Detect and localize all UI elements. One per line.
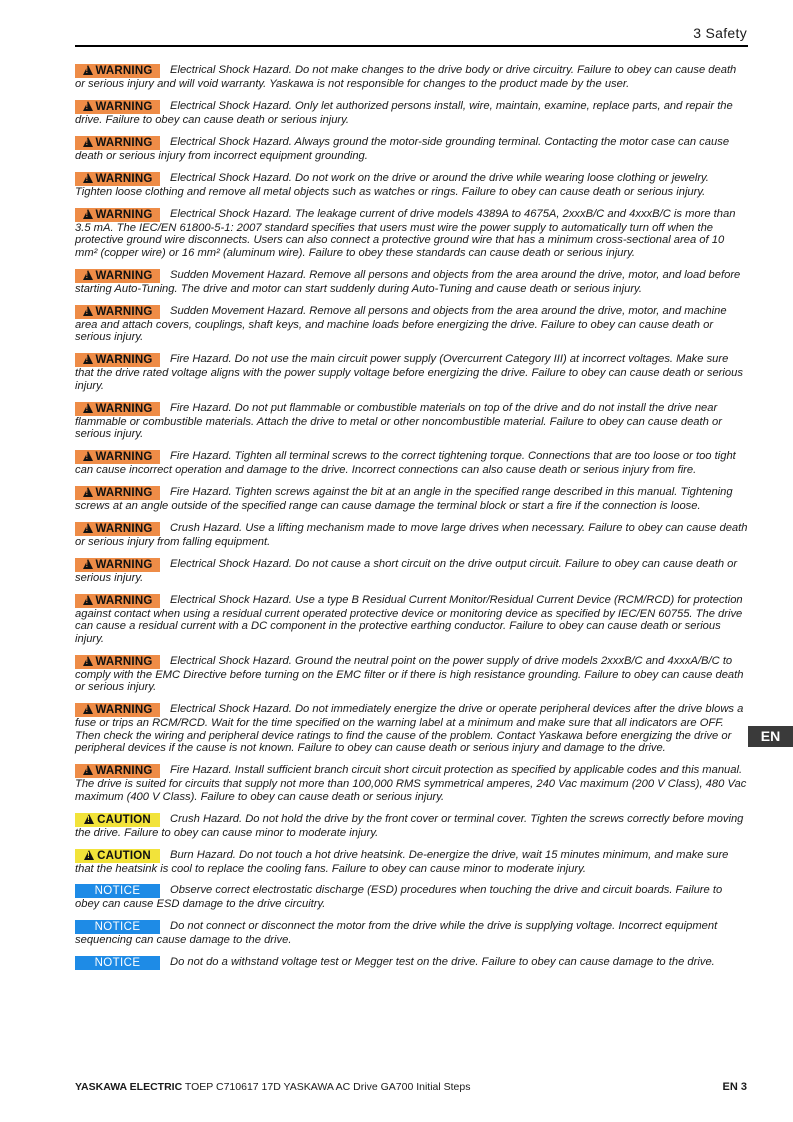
- warning-triangle-icon: [83, 101, 93, 111]
- notice-text: Fire Hazard. Do not use the main circuit power supply (Overcurrent Category III) at incorrect voltages. Make sure that the drive rated voltage aligns with the power supply voltage before energizing the drive. Failure to obey can cause death or serious injury.: [75, 353, 743, 392]
- warning-badge: [75, 305, 160, 319]
- notice-text: Fire Hazard. Tighten all terminal screws to the correct tightening torque. Connections that are too loose or too tight can cause incorrect operation and damage to the drive. Incorrect connections can also cause death or serious injury from fire.: [75, 449, 736, 476]
- notice-text: Electrical Shock Hazard. Do not immediately energize the drive or operate peripheral devices after the drive blows a fuse or trips an RCM/RCD. Wait for the time specified on the warning label at a minimum and make sure that all indicators are OFF. Then check the wiring and peripheral device ratings to find the cause of the problem. Contact Yaskawa before energizing the drive or peripheral devices if the cause is not known. Failure to obey can cause death or serious injury and damage to the drive.: [75, 703, 744, 755]
- warning-badge: [75, 558, 160, 572]
- notice-text: Electrical Shock Hazard. Always ground the motor-side grounding terminal. Contacting the motor case can cause death or serious injury from incorrect equipment grounding.: [75, 135, 730, 162]
- warning-notice: [75, 402, 748, 441]
- badge-label: WARNING: [95, 354, 153, 367]
- notice-text: Fire Hazard. Install sufficient branch circuit short circuit protection as specified by applicable codes and this manual. The drive is suited for circuits that supply not more than 100,000 RMS symmetrical amperes, 240 Vac maximum (200 V Class), 480 Vac maximum (400 V Class). Failure to obey can cause death or serious injury.: [75, 764, 747, 803]
- warning-notice: [75, 353, 748, 392]
- warning-triangle-icon: [83, 209, 93, 219]
- caution-triangle-icon: [84, 850, 94, 860]
- badge-label: WARNING: [95, 305, 153, 318]
- header-divider: [75, 45, 748, 47]
- badge-label: NOTICE: [94, 921, 141, 934]
- badge-label: WARNING: [95, 450, 153, 463]
- badge-label: WARNING: [95, 402, 153, 415]
- warning-notice: [75, 172, 748, 199]
- notice-text: Electrical Shock Hazard. Only let authorized persons install, wire, maintain, examine, replace parts, and repair the drive. Failure to obey can cause death or serious injury.: [75, 99, 733, 126]
- warning-notice: [75, 558, 748, 585]
- badge-label: WARNING: [95, 486, 153, 499]
- warning-triangle-icon: [83, 656, 93, 666]
- warning-badge: [75, 703, 160, 717]
- caution-notice: [75, 849, 748, 876]
- caution-badge: [75, 813, 160, 827]
- warning-badge: [75, 172, 160, 186]
- notice-text: Sudden Movement Hazard. Remove all persons and objects from the area around the drive, motor, and machine area and attach covers, couplings, shaft keys, and machine loads before energizing the drive. Failure to obey can cause death or serious injury.: [75, 304, 727, 344]
- warning-triangle-icon: [83, 559, 93, 569]
- badge-label: WARNING: [95, 522, 153, 535]
- notice-text: Crush Hazard. Do not hold the drive by the front cover or terminal cover. Tighten the screws correctly before moving the drive. Failure to obey can cause minor to moderate injury.: [75, 812, 744, 839]
- warning-notice: [75, 269, 748, 296]
- badge-label: WARNING: [95, 208, 153, 221]
- badge-label: NOTICE: [94, 885, 141, 898]
- warning-triangle-icon: [83, 595, 93, 605]
- warning-notice: [75, 703, 748, 755]
- warning-badge: [75, 208, 160, 222]
- badge-label: WARNING: [95, 136, 153, 149]
- warning-notice: [75, 64, 748, 91]
- badge-label: CAUTION: [97, 813, 151, 826]
- warning-triangle-icon: [83, 704, 93, 714]
- warning-badge: [75, 64, 160, 78]
- warning-badge: [75, 450, 160, 464]
- badge-label: NOTICE: [94, 957, 141, 970]
- notice-text: Electrical Shock Hazard. Ground the neutral point on the power supply of drive models 2xxxB/C and 4xxxA/B/C to comply with the EMC Directive before turning on the EMC filter or if there is high resistance grounding. Failure to obey can cause death or serious injury.: [75, 654, 744, 694]
- notice-text: Electrical Shock Hazard. The leakage current of drive models 4389A to 4675A, 2xxxB/C and 4xxxB/C is more than 3.5 mA. The IEC/EN 61800-5-1: 2007 standard specifies that users must wire the power supply to automatically turn off when the protective ground wire disconnects. Users can also connect a protective ground wire that has a minimum cross-sectional area of 10 mm² (copper wire) or 16 mm² (aluminum wire). Failure to obey these standards can cause death or serious injury.: [75, 207, 736, 259]
- notice-badge: [75, 884, 160, 898]
- warning-notice: [75, 655, 748, 694]
- warning-notice: [75, 136, 748, 163]
- language-tab-en: EN: [748, 726, 793, 747]
- notice-text: Do not connect or disconnect the motor from the drive while the drive is supplying voltage. Incorrect equipment sequencing can cause damage to the drive.: [75, 920, 718, 947]
- badge-label: WARNING: [95, 655, 153, 668]
- warning-triangle-icon: [83, 270, 93, 280]
- warning-notice: [75, 208, 748, 260]
- warning-badge: [75, 522, 160, 536]
- badge-label: WARNING: [95, 594, 153, 607]
- warning-triangle-icon: [83, 487, 93, 497]
- warning-badge: [75, 269, 160, 283]
- warning-badge: [75, 594, 160, 608]
- footer-doc-info: [75, 1081, 470, 1093]
- notice-notice: [75, 920, 748, 947]
- badge-label: CAUTION: [97, 849, 151, 862]
- safety-notices-list: [75, 64, 748, 980]
- page-header-section: 3 Safety: [693, 25, 747, 41]
- warning-triangle-icon: [83, 765, 93, 775]
- notice-text: Sudden Movement Hazard. Remove all persons and objects from the area around the drive, motor, and load before starting Auto-Tuning. The drive and motor can start suddenly during Auto-Tuning and cause death or serious injury.: [75, 268, 741, 295]
- warning-badge: [75, 100, 160, 114]
- warning-notice: [75, 450, 748, 477]
- notice-text: Electrical Shock Hazard. Do not make changes to the drive body or drive circuitry. Failure to obey can cause death or serious injury and will void warranty. Yaskawa is not responsible for changes to the product made by the user.: [75, 64, 737, 90]
- warning-badge: [75, 136, 160, 150]
- caution-badge: [75, 849, 160, 863]
- warning-triangle-icon: [83, 306, 93, 316]
- notice-text: Fire Hazard. Do not put flammable or combustible materials on top of the drive and do not install the drive near flammable or combustible materials. Attach the drive to metal or other noncombustible material. Failure to obey can cause death or serious injury.: [75, 401, 722, 441]
- notice-text: Crush Hazard. Use a lifting mechanism made to move large drives when necessary. Failure to obey can cause death or serious injury from falling equipment.: [75, 521, 748, 548]
- warning-triangle-icon: [83, 523, 93, 533]
- badge-label: WARNING: [95, 558, 153, 571]
- warning-badge: [75, 402, 160, 416]
- badge-label: WARNING: [95, 765, 153, 778]
- caution-triangle-icon: [84, 814, 94, 824]
- warning-notice: [75, 764, 748, 803]
- badge-label: WARNING: [95, 269, 153, 282]
- notice-text: Observe correct electrostatic discharge (ESD) procedures when touching the drive and circuit boards. Failure to obey can cause ESD damage to the drive circuitry.: [75, 884, 723, 911]
- warning-badge: [75, 486, 160, 500]
- notice-text: Electrical Shock Hazard. Do not work on the drive or around the drive while wearing loose clothing or jewelry. Tighten loose clothing and remove all metal objects such as watches or rings. Failure to obey can cause death or serious injury.: [75, 171, 709, 198]
- warning-triangle-icon: [83, 354, 93, 364]
- notice-text: Fire Hazard. Tighten screws against the bit at an angle in the specified range described in this manual. Tightening screws at an angle outside of the specified range can cause damage the terminal block or start a fire if the connection is loose.: [75, 485, 733, 512]
- badge-label: WARNING: [95, 100, 153, 113]
- notice-badge: [75, 920, 160, 934]
- footer-brand: YASKAWA ELECTRIC: [75, 1081, 183, 1093]
- warning-triangle-icon: [83, 137, 93, 147]
- warning-triangle-icon: [83, 65, 93, 75]
- notice-text: Electrical Shock Hazard. Do not cause a short circuit on the drive output circuit. Failure to obey can cause death or serious injury.: [75, 557, 738, 584]
- warning-notice: [75, 100, 748, 127]
- notice-notice: [75, 884, 748, 911]
- warning-notice: [75, 486, 748, 513]
- notice-text: Burn Hazard. Do not touch a hot drive heatsink. De-energize the drive, wait 15 minutes minimum, and make sure that the heatsink is cool to replace the cooling fans. Failure to obey can cause minor to moderate injury.: [75, 848, 729, 875]
- warning-badge: [75, 353, 160, 367]
- notice-notice: [75, 956, 748, 970]
- footer-doc-title: TOEP C710617 17D YASKAWA AC Drive GA700 Initial Steps: [182, 1081, 471, 1093]
- warning-triangle-icon: [83, 403, 93, 413]
- warning-notice: [75, 522, 748, 549]
- caution-notice: [75, 813, 748, 840]
- notice-badge: [75, 956, 160, 970]
- warning-badge: [75, 764, 160, 778]
- badge-label: WARNING: [95, 172, 153, 185]
- warning-notice: [75, 594, 748, 646]
- badge-label: WARNING: [95, 704, 153, 717]
- warning-badge: [75, 655, 160, 669]
- notice-text: Do not do a withstand voltage test or Megger test on the drive. Failure to obey can cause damage to the drive.: [170, 956, 715, 969]
- warning-notice: [75, 305, 748, 344]
- footer-page-number: EN 3: [722, 1081, 747, 1093]
- warning-triangle-icon: [83, 173, 93, 183]
- notice-text: Electrical Shock Hazard. Use a type B Residual Current Monitor/Residual Current Device (RCM/RCD) for protection against contact when using a residual current operated protective device or monitoring device as specified by IEC/EN 60755. The drive can cause a residual current with a DC component in the protective earthing conductor. Failure to obey can cause death or serious injury.: [75, 593, 743, 645]
- warning-triangle-icon: [83, 451, 93, 461]
- badge-label: WARNING: [95, 65, 153, 77]
